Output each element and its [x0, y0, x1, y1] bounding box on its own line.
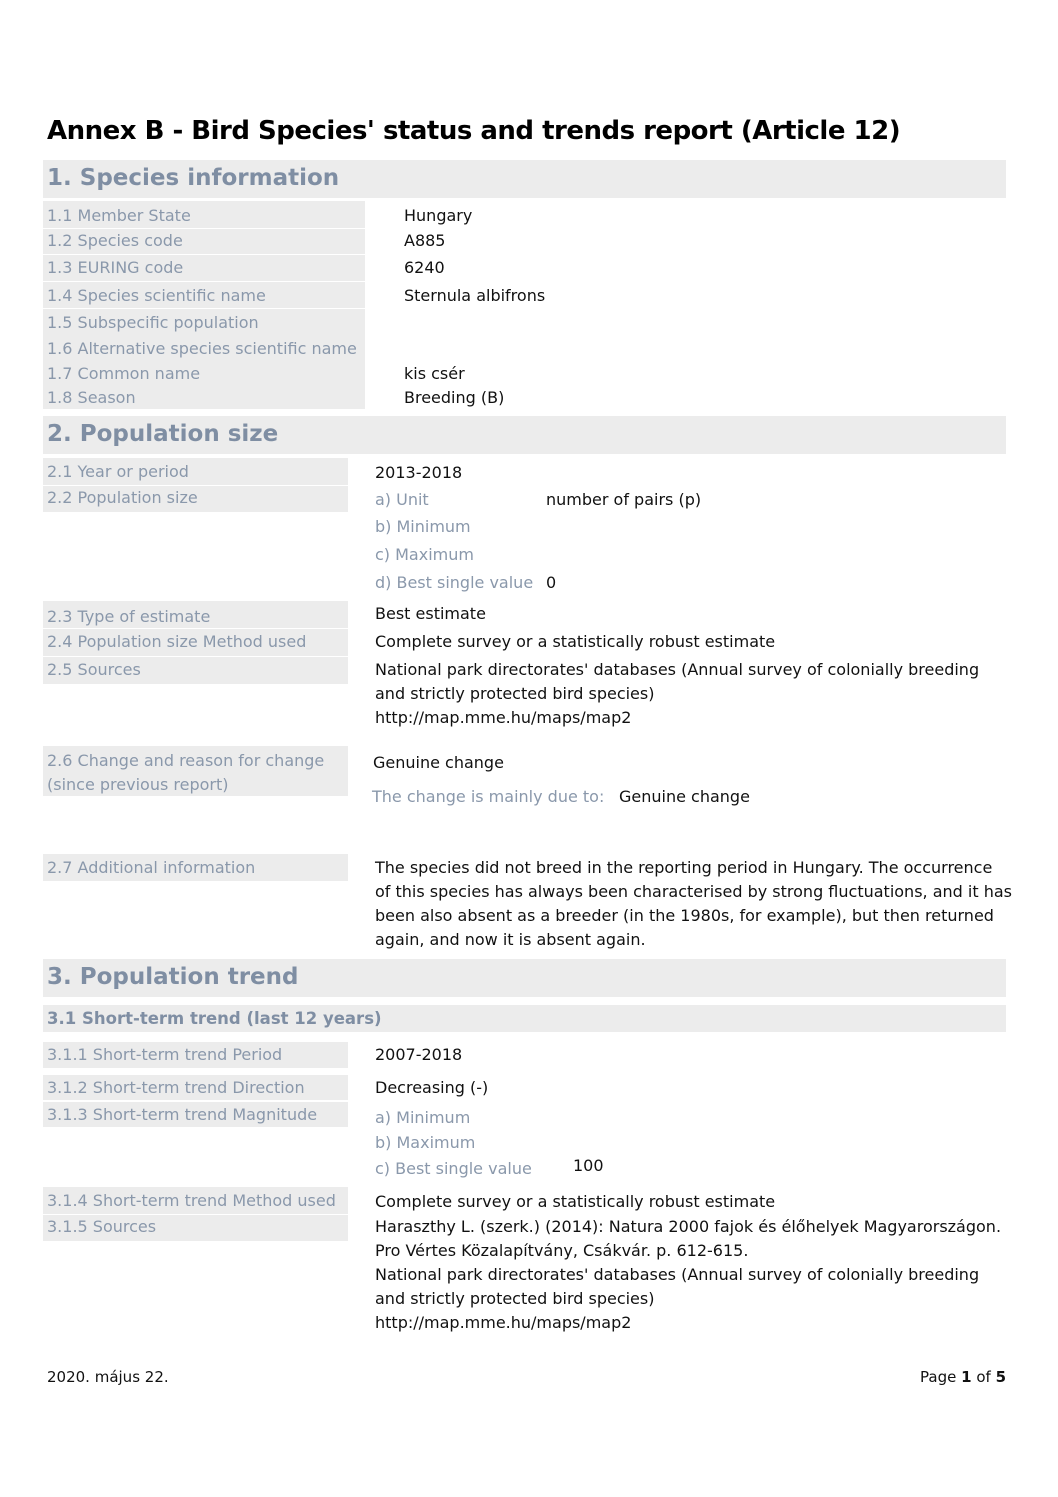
- trend-period-value: 2007-2018: [375, 1045, 463, 1064]
- page-indicator: [920, 1368, 1006, 1386]
- trend-sources-line: National park directorates' databases (Annual survey of colonially breeding: [375, 1265, 980, 1284]
- minimum-label: b) Minimum: [375, 517, 471, 536]
- member-state-label: 1.1 Member State: [47, 206, 191, 225]
- type-of-estimate-value: Best estimate: [375, 604, 486, 623]
- trend-best-value: 100: [573, 1156, 604, 1175]
- trend-best-value-label: c) Best single value: [375, 1159, 532, 1178]
- trend-minimum-label: a) Minimum: [375, 1108, 471, 1127]
- page-total: 5: [995, 1368, 1006, 1386]
- sources-label: 2.5 Sources: [47, 660, 141, 679]
- sources-link[interactable]: http://map.mme.hu/maps/map2: [375, 708, 632, 727]
- euring-code-value: 6240: [404, 258, 445, 277]
- method-used-label: 2.4 Population size Method used: [47, 632, 307, 651]
- population-size-label: 2.2 Population size: [47, 488, 198, 507]
- unit-label: a) Unit: [375, 490, 429, 509]
- short-term-trend-heading: 3.1 Short-term trend (last 12 years): [47, 1009, 382, 1028]
- unit-value: number of pairs (p): [546, 490, 702, 509]
- section-3-heading: 3. Population trend: [47, 964, 299, 990]
- best-single-value-label: d) Best single value: [375, 573, 534, 592]
- species-code-value: A885: [404, 231, 446, 250]
- trend-method-label: 3.1.4 Short-term trend Method used: [47, 1191, 336, 1210]
- trend-period-label: 3.1.1 Short-term trend Period: [47, 1045, 283, 1064]
- trend-sources-label: 3.1.5 Sources: [47, 1217, 157, 1236]
- season-value: Breeding (B): [404, 388, 505, 407]
- trend-sources-line: Haraszthy L. (szerk.) (2014): Natura 2000 fajok és élőhelyek Magyarországon.: [375, 1217, 1002, 1236]
- change-value: Genuine change: [373, 753, 504, 772]
- trend-sources-link[interactable]: http://map.mme.hu/maps/map2: [375, 1313, 632, 1332]
- section-1-heading: 1. Species information: [47, 165, 340, 191]
- scientific-name-label: 1.4 Species scientific name: [47, 286, 266, 305]
- method-used-value: Complete survey or a statistically robust estimate: [375, 632, 776, 651]
- alternative-name-label: 1.6 Alternative species scientific name: [47, 339, 357, 358]
- additional-info-label: 2.7 Additional information: [47, 858, 256, 877]
- trend-magnitude-label: 3.1.3 Short-term trend Magnitude: [47, 1105, 318, 1124]
- footer-date: 2020. május 22.: [47, 1368, 169, 1386]
- additional-info-line: again, and now it is absent again.: [375, 930, 646, 949]
- page-title: Annex B - Bird Species' status and trends report (Article 12): [47, 116, 901, 146]
- sources-line: National park directorates' databases (Annual survey of colonially breeding: [375, 660, 980, 679]
- year-period-value: 2013-2018: [375, 463, 463, 482]
- section-2-heading: 2. Population size: [47, 421, 279, 447]
- change-reason-value: Genuine change: [619, 787, 750, 806]
- maximum-label: c) Maximum: [375, 545, 474, 564]
- euring-code-label: 1.3 EURING code: [47, 258, 184, 277]
- common-name-value: kis csér: [404, 364, 465, 383]
- change-label-line: (since previous report): [47, 775, 229, 794]
- change-label-line: 2.6 Change and reason for change: [47, 751, 325, 770]
- season-label: 1.8 Season: [47, 388, 136, 407]
- page-prefix: Page: [920, 1368, 962, 1386]
- trend-maximum-label: b) Maximum: [375, 1133, 476, 1152]
- scientific-name-value: Sternula albifrons: [404, 286, 546, 305]
- trend-sources-line: Pro Vértes Közalapítvány, Csákvár. p. 612-615.: [375, 1241, 749, 1260]
- sources-line: and strictly protected bird species): [375, 684, 655, 703]
- page-of: of: [971, 1368, 996, 1386]
- additional-info-line: of this species has always been characterised by strong fluctuations, and it has: [375, 882, 1012, 901]
- common-name-label: 1.7 Common name: [47, 364, 201, 383]
- best-single-value: 0: [546, 573, 557, 592]
- additional-info-line: The species did not breed in the reporting period in Hungary. The occurrence: [375, 858, 993, 877]
- trend-sources-line: and strictly protected bird species): [375, 1289, 655, 1308]
- trend-method-value: Complete survey or a statistically robust estimate: [375, 1192, 776, 1211]
- trend-direction-value: Decreasing (-): [375, 1078, 489, 1097]
- member-state-value: Hungary: [404, 206, 473, 225]
- type-of-estimate-label: 2.3 Type of estimate: [47, 607, 211, 626]
- year-period-label: 2.1 Year or period: [47, 462, 189, 481]
- additional-info-line: been also absent as a breeder (in the 1980s, for example), but then returned: [375, 906, 994, 925]
- change-reason-label: The change is mainly due to:: [372, 787, 605, 806]
- species-code-label: 1.2 Species code: [47, 231, 183, 250]
- subspecific-population-label: 1.5 Subspecific population: [47, 313, 259, 332]
- page-current: 1: [961, 1368, 972, 1386]
- trend-direction-label: 3.1.2 Short-term trend Direction: [47, 1078, 305, 1097]
